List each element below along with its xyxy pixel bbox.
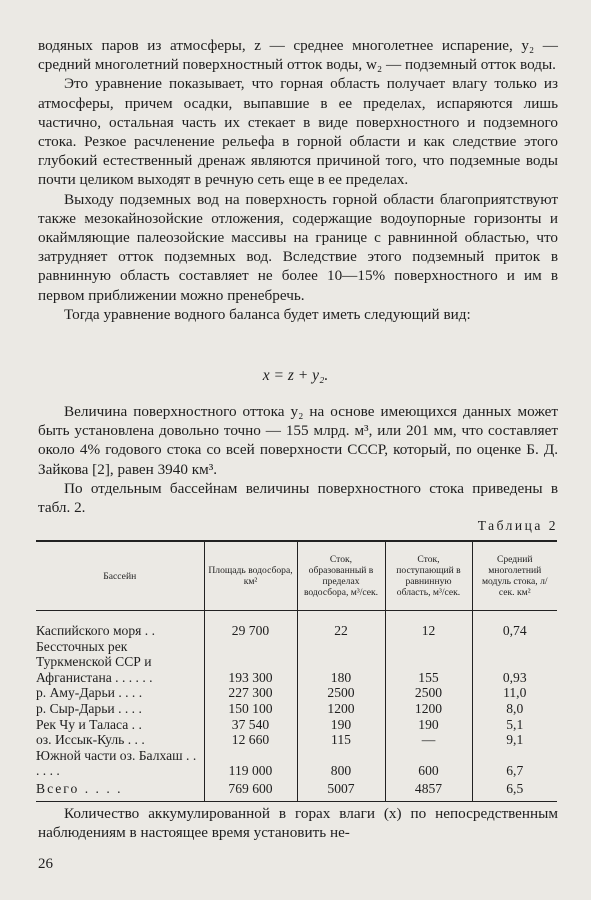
cell-inflow-total: 4857 [385, 779, 472, 801]
cell-basin: Бессточных рек Туркменской ССР и Афганистана . . . . . . [36, 638, 153, 685]
paragraph-4: Тогда уравнение водного баланса будет иметь следующий вид: [64, 305, 471, 323]
table-spacer-row [36, 611, 557, 624]
cell-area: 12 660 [204, 732, 297, 748]
text-block-bottom [38, 804, 558, 842]
paragraph-6: По отдельным бассейнам величины поверхностного стока приведены в табл. 2. [38, 479, 558, 517]
cell-area: 29 700 [204, 623, 297, 639]
table-total-row [36, 779, 557, 801]
cell-inflow: 190 [385, 717, 472, 733]
cell-modulus: 5,1 [472, 717, 557, 733]
balance-formula: x = z + y₂. [262, 367, 329, 384]
cell-modulus: 6,7 [472, 748, 557, 779]
text-block-middle [38, 402, 558, 517]
table-row [36, 717, 557, 733]
cell-modulus: 9,1 [472, 732, 557, 748]
cell-runoff: 22 [297, 623, 385, 639]
paragraph-2: Это уравнение показывает, что горная область получает влагу только из атмосферы, причем осадки, выпавшие в ее пределах, испаряются лишь частично, остальная часть их стекает в виде поверхностного и подземного стока. Резкое расчленение рельефа в горной области и как следствие этого глубокий естественный дренаж являются причиной того, что подземные воды почти целиком выходят в речную сеть еще в ее пределах. [38, 75, 558, 189]
cell-runoff: 2500 [297, 685, 385, 701]
cell-inflow: 2500 [385, 685, 472, 701]
table-row [36, 623, 557, 639]
cell-runoff: 115 [297, 732, 385, 748]
cell-area: 37 540 [204, 717, 297, 733]
cell-inflow: 155 [385, 639, 472, 686]
cell-basin: Рек Чу и Таласа . . [36, 716, 142, 732]
cell-area-total: 769 600 [204, 779, 297, 801]
cell-area: 150 100 [204, 701, 297, 717]
cell-runoff: 180 [297, 639, 385, 686]
cell-basin-total: Всего . . . . [36, 779, 204, 801]
table-row [36, 685, 557, 701]
header-modulus: Средний многолетний модуль стока, л/сек. км² [472, 541, 557, 611]
paragraph-3: Выходу подземных вод на поверхность горной области благоприятствуют также мезокайнозойские отложения, содержащие водоупорные горизонты и окаймляющие палеозойские массивы на границе с равнинной областью, что затрудняет отток подземных вод. Вследствие этого подземный приток в равнинную область составляет не более 10—15% поверхностного и им в первом приближении можно пренебречь. [38, 190, 558, 304]
cell-inflow: 12 [385, 623, 472, 639]
table-row [36, 748, 557, 779]
cell-basin: р. Сыр-Дарьи . . . . [36, 700, 142, 716]
paragraph-7: Количество аккумулированной в горах влаги (x) по непосредственным наблюдениям в настоящее время установить не- [38, 805, 558, 842]
cell-runoff: 800 [297, 748, 385, 779]
header-runoff: Сток, образованный в пределах водосбора, м³/сек. [297, 541, 385, 611]
cell-runoff-total: 5007 [297, 779, 385, 801]
cell-modulus: 0,74 [472, 623, 557, 639]
page-number: 26 [38, 856, 53, 872]
cell-modulus-total: 6,5 [472, 779, 557, 801]
cell-modulus: 8,0 [472, 701, 557, 717]
text-block-top [38, 36, 558, 324]
cell-basin: Каспийского моря . . [36, 623, 155, 638]
cell-area: 227 300 [204, 685, 297, 701]
cell-basin: Южной части оз. Балхаш . . . . . . [36, 747, 197, 779]
cell-inflow: 600 [385, 748, 472, 779]
table-header-row [36, 541, 557, 611]
cell-runoff: 1200 [297, 701, 385, 717]
cell-inflow: — [385, 732, 472, 748]
cell-area: 119 000 [204, 748, 297, 779]
cell-area: 193 300 [204, 639, 297, 686]
header-basin: Бассейн [36, 541, 204, 611]
cell-runoff: 190 [297, 717, 385, 733]
paragraph-1: водяных паров из атмосферы, z — среднее многолетнее испарение, y₂ — средний многолетний поверхностный отток воды, w₂ — подземный отток воды. [38, 37, 558, 74]
cell-modulus: 0,93 [472, 639, 557, 686]
table-row [36, 639, 557, 686]
cell-inflow: 1200 [385, 701, 472, 717]
header-inflow: Сток, поступающий в равнинную область, м³/сек. [385, 541, 472, 611]
table-caption: Таблица 2 [477, 518, 558, 533]
paragraph-5: Величина поверхностного оттока y₂ на основе имеющихся данных может быть установлена довольно точно — 155 млрд. м³, или 201 мм, что составляет около 4% годового стока со всей поверхности СССР, который, по оценке Б. Д. Зайкова [2], равен 3940 км³. [38, 403, 558, 478]
header-area: Площадь водосбора, км² [204, 541, 297, 611]
runoff-table [36, 540, 557, 802]
table-row [36, 732, 557, 748]
cell-basin: р. Аму-Дарьи . . . . [36, 685, 143, 701]
table-row [36, 701, 557, 717]
cell-basin: оз. Иссык-Куль . . . [36, 732, 145, 748]
cell-modulus: 11,0 [472, 685, 557, 701]
